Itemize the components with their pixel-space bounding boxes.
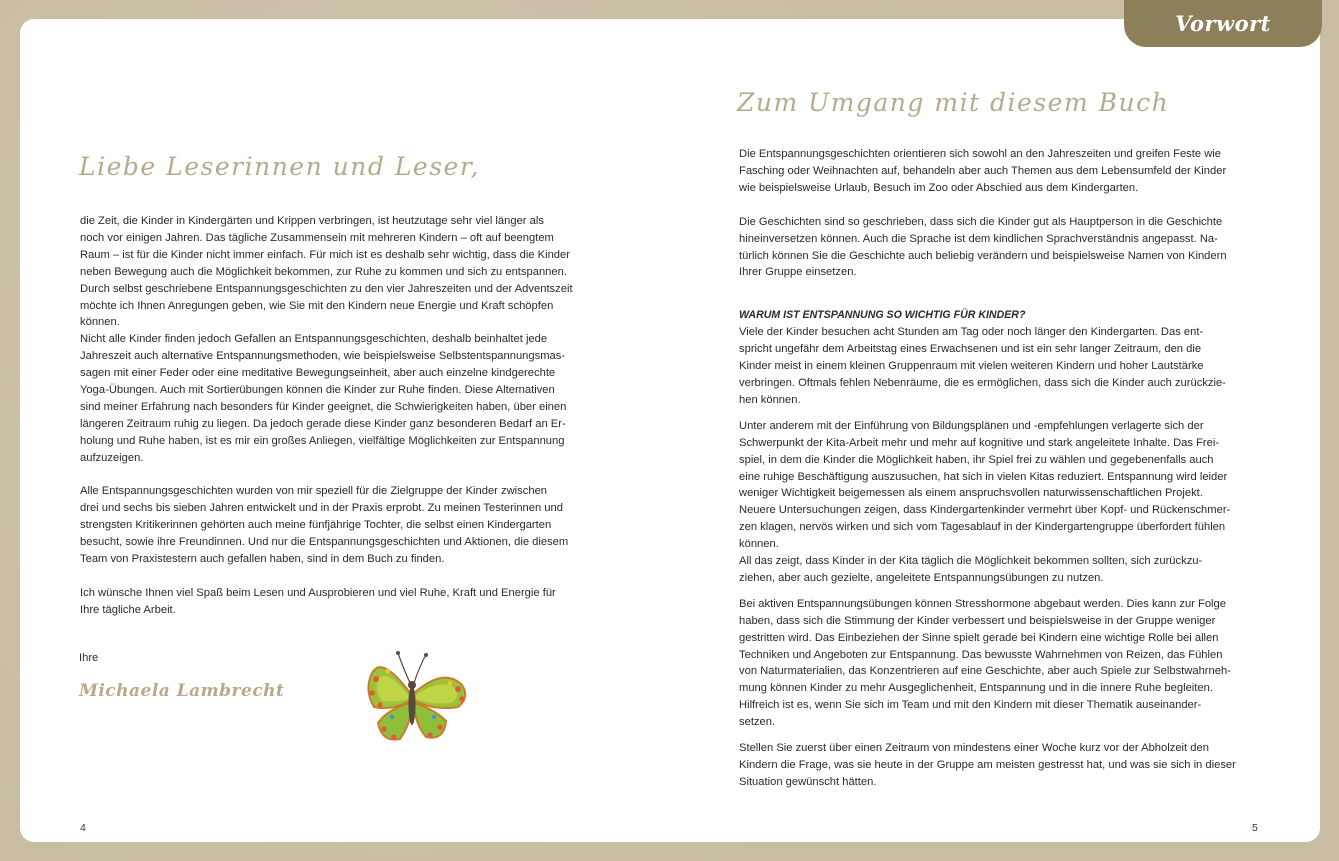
text-line: Neuere Untersuchungen zeigen, dass Kindergartenkinder vermehrt über Kopf- und Rückenschmer-	[739, 504, 1231, 517]
text-line: spricht ungefähr dem Arbeitstag eines Erwachsenen und ist ein sehr langer Zeitraum, den die	[739, 343, 1202, 356]
text-line: verbringen. Oftmals fehlen Nebenräume, die es ermöglichen, dass sich die Kinder auch zurückzie-	[739, 376, 1226, 389]
text-line: drei und sechs bis sieben Jahren entwickelt und in der Praxis erprobt. Zu meinen Testerinnen und	[80, 502, 563, 515]
subheading: WARUM IST ENTSPANNUNG SO WICHTIG FÜR KINDER?	[739, 309, 1026, 322]
text-line: weniger Wichtigkeit beigemessen als einem anspruchsvollen naturwissenschaftlichen Projekt.	[739, 487, 1203, 500]
text-line: sind meiner Erfahrung nach besonders für Kinder geeignet, die Schwierigkeiten haben, über einen	[80, 400, 567, 413]
text-line: ziehen, aber auch gezielte, angeleitete Entspannungsübungen zu nutzen.	[739, 571, 1104, 584]
text-line: mung können Kinder zu mehr Ausgeglichenheit, Entspannung und in die innere Ruhe begleiten.	[739, 682, 1213, 695]
text-line: türlich können Sie die Geschichte auch beliebig verändern und beispielsweise Namen von Kindern	[739, 249, 1227, 262]
left-page-body	[80, 213, 605, 619]
text-line: Ihre tägliche Arbeit.	[80, 603, 176, 616]
text-line: Techniken und Angeboten zur Entspannung. Das bewusste Wahrnehmen von Reizen, das Fühlen	[739, 648, 1223, 661]
text-line: Nicht alle Kinder finden jedoch Gefallen an Entspannungsgeschichten, deshalb beinhaltet jede	[80, 333, 548, 346]
text-line: hineinversetzen können. Auch die Sprache ist dem kindlichen Sprachverständnis angepasst. Na-	[739, 232, 1218, 245]
text-line: wie beispielsweise Urlaub, Besuch im Zoo oder Abschied aus dem Kindergarten.	[739, 181, 1139, 194]
text-line: Viele der Kinder besuchen acht Stunden am Tag oder noch länger den Kindergarten. Das ent-	[739, 326, 1204, 339]
author-signature: Michaela Lambrecht	[79, 681, 285, 701]
text-line: Unter anderem mit der Einführung von Bildungsplänen und -empfehlungen verlagerte sich der	[739, 419, 1204, 432]
text-line: Stellen Sie zuerst über einen Zeitraum von mindestens einer Woche kurz vor der Abholzeit den	[739, 742, 1209, 755]
page-number-left: 4	[80, 822, 86, 834]
text-line: Kinder meist in einem kleinen Gruppenraum mit vielen weiteren Kindern und hoher Lautstärke	[739, 360, 1204, 373]
text-line: noch vor einigen Jahren. Das tägliche Zusammensein mit mehreren Kindern – oft auf beengtem	[80, 231, 554, 244]
chapter-tab: Vorwort	[1124, 0, 1322, 47]
right-page-heading: Zum Umgang mit diesem Buch	[737, 88, 1170, 117]
text-line: Bei aktiven Entspannungsübungen können Stresshormone abgebaut werden. Dies kann zur Folge	[739, 597, 1226, 610]
text-line: Schwerpunkt der Kita-Arbeit mehr und mehr auf kognitive und stark angeleitete Inhalte. Das Frei-	[739, 436, 1220, 449]
text-line: Alle Entspannungsgeschichten wurden von mir speziell für die Zielgruppe der Kinder zwischen	[80, 485, 548, 498]
text-line: längeren Zeitraum ruhig zu liegen. Da jedoch gerade diese Kinder ganz besonderen Bedarf an Er-	[80, 417, 566, 430]
text-line: können.	[80, 316, 120, 329]
text-line: Fasching oder Weihnachten auf, behandeln aber auch Themen aus dem Lebensumfeld der Kinder	[739, 164, 1227, 177]
text-line: hen können.	[739, 393, 801, 406]
text-line: Ihrer Gruppe einsetzen.	[739, 266, 857, 279]
left-page-heading: Liebe Leserinnen und Leser,	[79, 152, 480, 181]
text-line: spiel, in dem die Kinder die Möglichkeit haben, ihr Spiel frei zu wählen und gegebenenfalls auch	[739, 453, 1214, 466]
text-line: Die Entspannungsgeschichten orientieren sich sowohl an den Jahreszeiten und greifen Feste wie	[739, 148, 1221, 160]
paragraph-identification	[739, 214, 1264, 282]
text-line: holung und Ruhe haben, ist es mir ein großes Anliegen, vielfältige Möglichkeiten zur Entspannung	[80, 434, 565, 447]
text-line: neben Bewegung auch die Möglichkeit bekommen, zur Ruhe zu kommen und sich zu entspannen.	[80, 265, 567, 278]
butterfly-illustration	[362, 645, 470, 749]
paragraph-long-days	[739, 324, 1264, 409]
text-line: gestritten wird. Das Einbeziehen der Sinne spielt gerade bei Kindern eine wichtige Rolle bei allen	[739, 631, 1219, 644]
paragraph-gap	[80, 467, 605, 484]
text-line: von Naturmaterialien, das Konzentrieren auf eine Geschichte, aber auch Spiele zur Selbstwahrneh-	[739, 665, 1231, 678]
paragraph-first-step	[739, 740, 1264, 791]
paragraph-gap	[80, 568, 605, 585]
text-line: strengsten Kritikerinnen gehörten auch meine fünfjährige Tochter, die selbst einen Kindergarten	[80, 519, 552, 532]
text-line: Durch selbst geschriebene Entspannungsgeschichten zu den vier Jahreszeiten und der Adventszeit	[80, 282, 573, 295]
paragraph-education-plans	[739, 418, 1264, 587]
text-line: besucht, sowie ihre Freundinnen. Und nur die Entspannungsgeschichten und Aktionen, die diesem	[80, 536, 569, 549]
text-line: aufzuzeigen.	[80, 451, 144, 464]
text-line: haben, dass sich die Stimmung der Kinder verbessert und beispielsweise in der Gruppe weniger	[739, 614, 1216, 627]
text-line: Yoga-Übungen. Auch mit Sortierübungen können die Kinder zur Ruhe finden. Diese Alternativen	[80, 384, 555, 397]
text-line: möchte ich Ihnen Anregungen geben, wie Sie mit den Kindern neue Energie und Kraft schöpfen	[80, 299, 554, 312]
paragraph-themes	[739, 146, 1264, 197]
text-line: Team von Praxistestern auch gefallen haben, sind in dem Buch zu finden.	[80, 553, 445, 566]
text-line: können.	[739, 538, 779, 551]
text-line: die Zeit, die Kinder in Kindergärten und Krippen verbringen, ist heutzutage sehr viel länger als	[80, 215, 544, 227]
text-line: Kindern die Frage, was sie heute in der Gruppe am meisten gestresst hat, und was sie sich in dieser	[739, 759, 1236, 771]
text-line: zen klagen, nervös wirken und sich vom Tagesablauf in der Kindergartengruppe überfordert fühlen	[739, 521, 1226, 534]
text-line: eine ruhige Beschäftigung auszusuchen, hat sich in vielen Kitas reduziert. Entspannung wird leider	[739, 470, 1228, 483]
text-line: Situation gewünscht hätten.	[739, 775, 877, 788]
text-line: Hilfreich ist es, wenn Sie sich im Team und mit den Kindern mit dieser Thematik auseinander-	[739, 699, 1202, 712]
text-line: setzen.	[739, 716, 776, 729]
text-line: All das zeigt, dass Kinder in der Kita täglich die Möglichkeit bekommen sollten, sich zurückzu-	[739, 555, 1203, 568]
text-line: Die Geschichten sind so geschrieben, dass sich die Kinder gut als Hauptperson in die Geschichte	[739, 215, 1223, 228]
text-line: sagen mit einer Feder oder eine meditative Bewegungseinheit, aber auch einzelne kindgerechte	[80, 367, 556, 380]
right-page-body	[739, 146, 1264, 791]
text-line: Jahreszeit auch alternative Entspannungsmethoden, wie beispielsweise Selbstentspannungsmas-	[80, 350, 566, 363]
closing-word: Ihre	[79, 652, 99, 664]
paragraph-active-relaxation	[739, 596, 1264, 731]
text-line: Raum – ist für die Kinder nicht immer einfach. Für mich ist es deshalb sehr wichtig, dass die Kinder	[80, 248, 570, 261]
page-number-right: 5	[1252, 822, 1258, 834]
text-line: Ich wünsche Ihnen viel Spaß beim Lesen und Ausprobieren und viel Ruhe, Kraft und Energie für	[80, 586, 556, 599]
